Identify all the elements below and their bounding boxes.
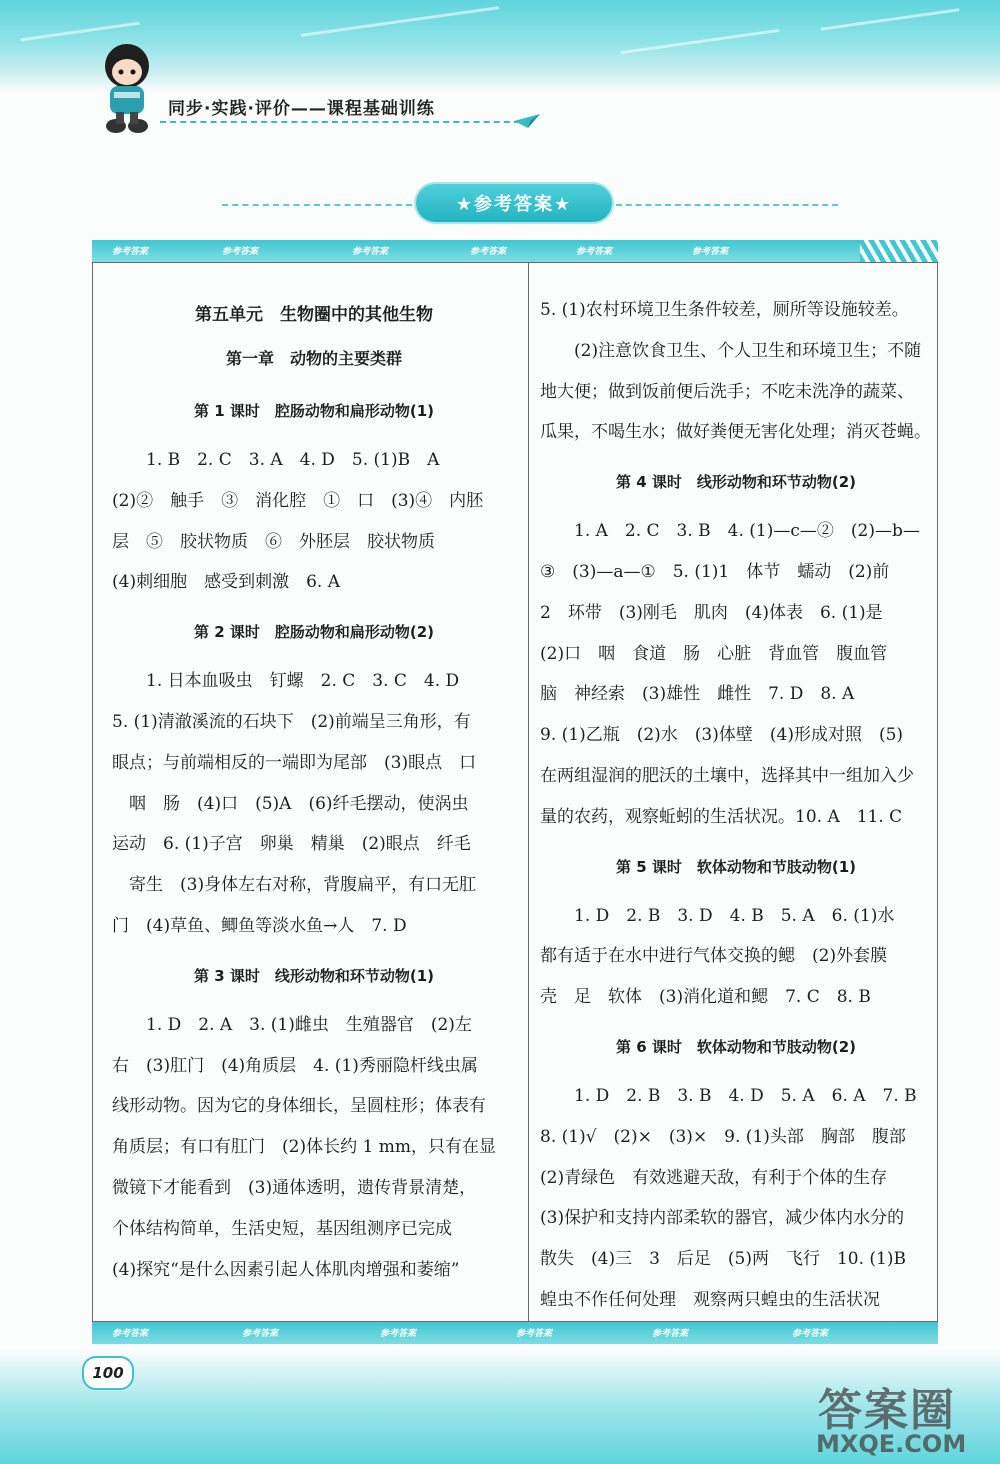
answer-line: 1. D 2. B 3. B 4. D 5. A 6. A 7. B (574, 1085, 917, 1106)
answer-line: 个体结构简单，生活史短，基因组测序已完成 (112, 1218, 452, 1239)
lesson-title: 第 6 课时 软体动物和节肢动物(2) (615, 1037, 857, 1056)
page-number: 100 (82, 1356, 134, 1390)
answer-line: 门 (4)草鱼、鲫鱼等淡水鱼→人 7. D (112, 915, 407, 936)
top-label-strip: 参考答案 参考答案 参考答案 参考答案 参考答案 参考答案 (92, 240, 862, 262)
answer-line: 9. (1)乙瓶 (2)水 (3)体壁 (4)形成对照 (5) (540, 725, 904, 746)
answer-line: 咽 肠 (4)口 (5)A (6)纤毛摆动，使涡虫 (112, 793, 469, 814)
answer-line: 运动 6. (1)子宫 卵巢 精巢 (2)眼点 纤毛 (112, 834, 471, 855)
watermark-logo: 答案圈 (818, 1385, 956, 1436)
answer-line: 5. (1)清澈溪流的石块下 (2)前端呈三角形，有 (112, 711, 471, 732)
answer-line: 在两组湿润的肥沃的土壤中，选择其中一组加入少 (540, 765, 914, 786)
answer-line: 层 ⑤ 胶状物质 ⑥ 外胚层 胶状物质 (112, 531, 435, 552)
lesson-title: 第 5 课时 软体动物和节肢动物(1) (615, 857, 857, 876)
left-column (112, 290, 516, 1290)
lesson-title: 第 3 课时 线形动物和环节动物(1) (193, 966, 435, 985)
answer-line: (4)刺细胞 感受到刺激 6. A (112, 572, 340, 593)
answer-line: (2)注意饮食卫生、个人卫生和环境卫生；不随 (574, 340, 922, 361)
answer-line: 脑 神经索 (3)雄性 雌性 7. D 8. A (540, 684, 855, 705)
answer-line: 右 (3)肛门 (4)角质层 4. (1)秀丽隐杆线虫属 (112, 1055, 478, 1076)
answer-line: (2)② 触手 ③ 消化腔 ① 口 (3)④ 内胚 (112, 490, 484, 511)
answer-line: (3)保护和支持内部柔软的器官，减少体内水分的 (540, 1208, 905, 1229)
answer-line: 5. (1)农村环境卫生条件较差，厕所等设施较差。 (540, 300, 909, 320)
banner-line-right (616, 204, 838, 206)
right-column (540, 290, 932, 1321)
answer-line: 量的农药，观察蚯蚓的生活状况。10. A 11. C (540, 806, 903, 827)
answer-line: 眼点；与前端相反的一端即为尾部 (3)眼点 口 (112, 752, 477, 773)
chapter-title: 第一章 动物的主要类群 (225, 349, 402, 368)
header-dashed-line (160, 121, 520, 123)
answer-line: 1. D 2. B 3. D 4. B 5. A 6. (1)水 (574, 905, 895, 926)
answer-line: 1. B 2. C 3. A 4. D 5. (1)B A (146, 450, 440, 470)
answer-line: 2 环带 (3)刚毛 肌肉 (4)体表 6. (1)是 (540, 602, 883, 623)
paper-plane-icon (514, 112, 540, 130)
strip-hatch-pattern (860, 240, 938, 262)
answer-line: (4)探究“是什么因素引起人体肌肉增强和萎缩” (112, 1259, 460, 1280)
answer-line: 8. (1)√ (2)× (3)× 9. (1)头部 胸部 腹部 (540, 1126, 906, 1147)
answer-line: 寄生 (3)身体左右对称，背腹扁平，有口无肛 (112, 875, 477, 896)
answer-line: 1. A 2. C 3. B 4. (1)—c—② (2)—b— (574, 521, 920, 542)
answer-line: (2)青绿色 有效逃避天敌，有利于个体的生存 (540, 1167, 888, 1188)
answer-section-banner: ★参考答案★ (416, 184, 612, 222)
banner-line-left (222, 204, 412, 206)
lesson-title: 第 4 课时 线形动物和环节动物(2) (615, 473, 857, 492)
answer-line: 都有适于在水中进行气体交换的鳃 (2)外套膜 (540, 946, 888, 967)
lesson-title: 第 2 课时 腔肠动物和扁形动物(2) (193, 623, 435, 642)
answer-line: 微镜下才能看到 (3)通体透明，遗传背景清楚， (112, 1177, 477, 1198)
answer-line: 瓜果，不喝生水；做好粪便无害化处理；消灭苍蝇。 (540, 422, 931, 443)
column-divider (528, 262, 529, 1322)
answer-line: 角质层；有口有肛门 (2)体长约 1 mm，只有在显 (112, 1137, 496, 1158)
answer-line: 壳 足 软体 (3)消化道和鳃 7. C 8. B (540, 987, 871, 1008)
bottom-label-strip: 参考答案 参考答案 参考答案 参考答案 参考答案 参考答案 (92, 1322, 938, 1344)
answer-line: 1. 日本血吸虫 钉螺 2. C 3. C 4. D (146, 671, 460, 692)
unit-title: 第五单元 生物圈中的其他生物 (195, 305, 433, 325)
answer-line: 1. D 2. A 3. (1)雌虫 生殖器官 (2)左 (146, 1014, 472, 1035)
answer-line: ③ (3)—a—① 5. (1)1 体节 蠕动 (2)前 (540, 561, 890, 582)
answer-line: 散失 (4)三 3 后足 (5)两 飞行 10. (1)B (540, 1249, 906, 1270)
answer-line: 线形动物。因为它的身体细长，呈圆柱形；体表有 (112, 1096, 486, 1117)
lesson-title: 第 1 课时 腔肠动物和扁形动物(1) (193, 402, 435, 420)
answer-line: (2)口 咽 食道 肠 心脏 背血管 腹血管 (540, 643, 888, 664)
answer-line: 地大便；做到饭前便后洗手；不吃未洗净的蔬菜、 (540, 381, 914, 402)
series-title: 同步·实践·评价——课程基础训练 (168, 99, 435, 119)
mascot-boy-icon (96, 40, 158, 136)
answer-line: 蝗虫不作任何处理 观察两只蝗虫的生活状况 (540, 1289, 880, 1310)
watermark-url: MXQE.COM (816, 1430, 967, 1458)
